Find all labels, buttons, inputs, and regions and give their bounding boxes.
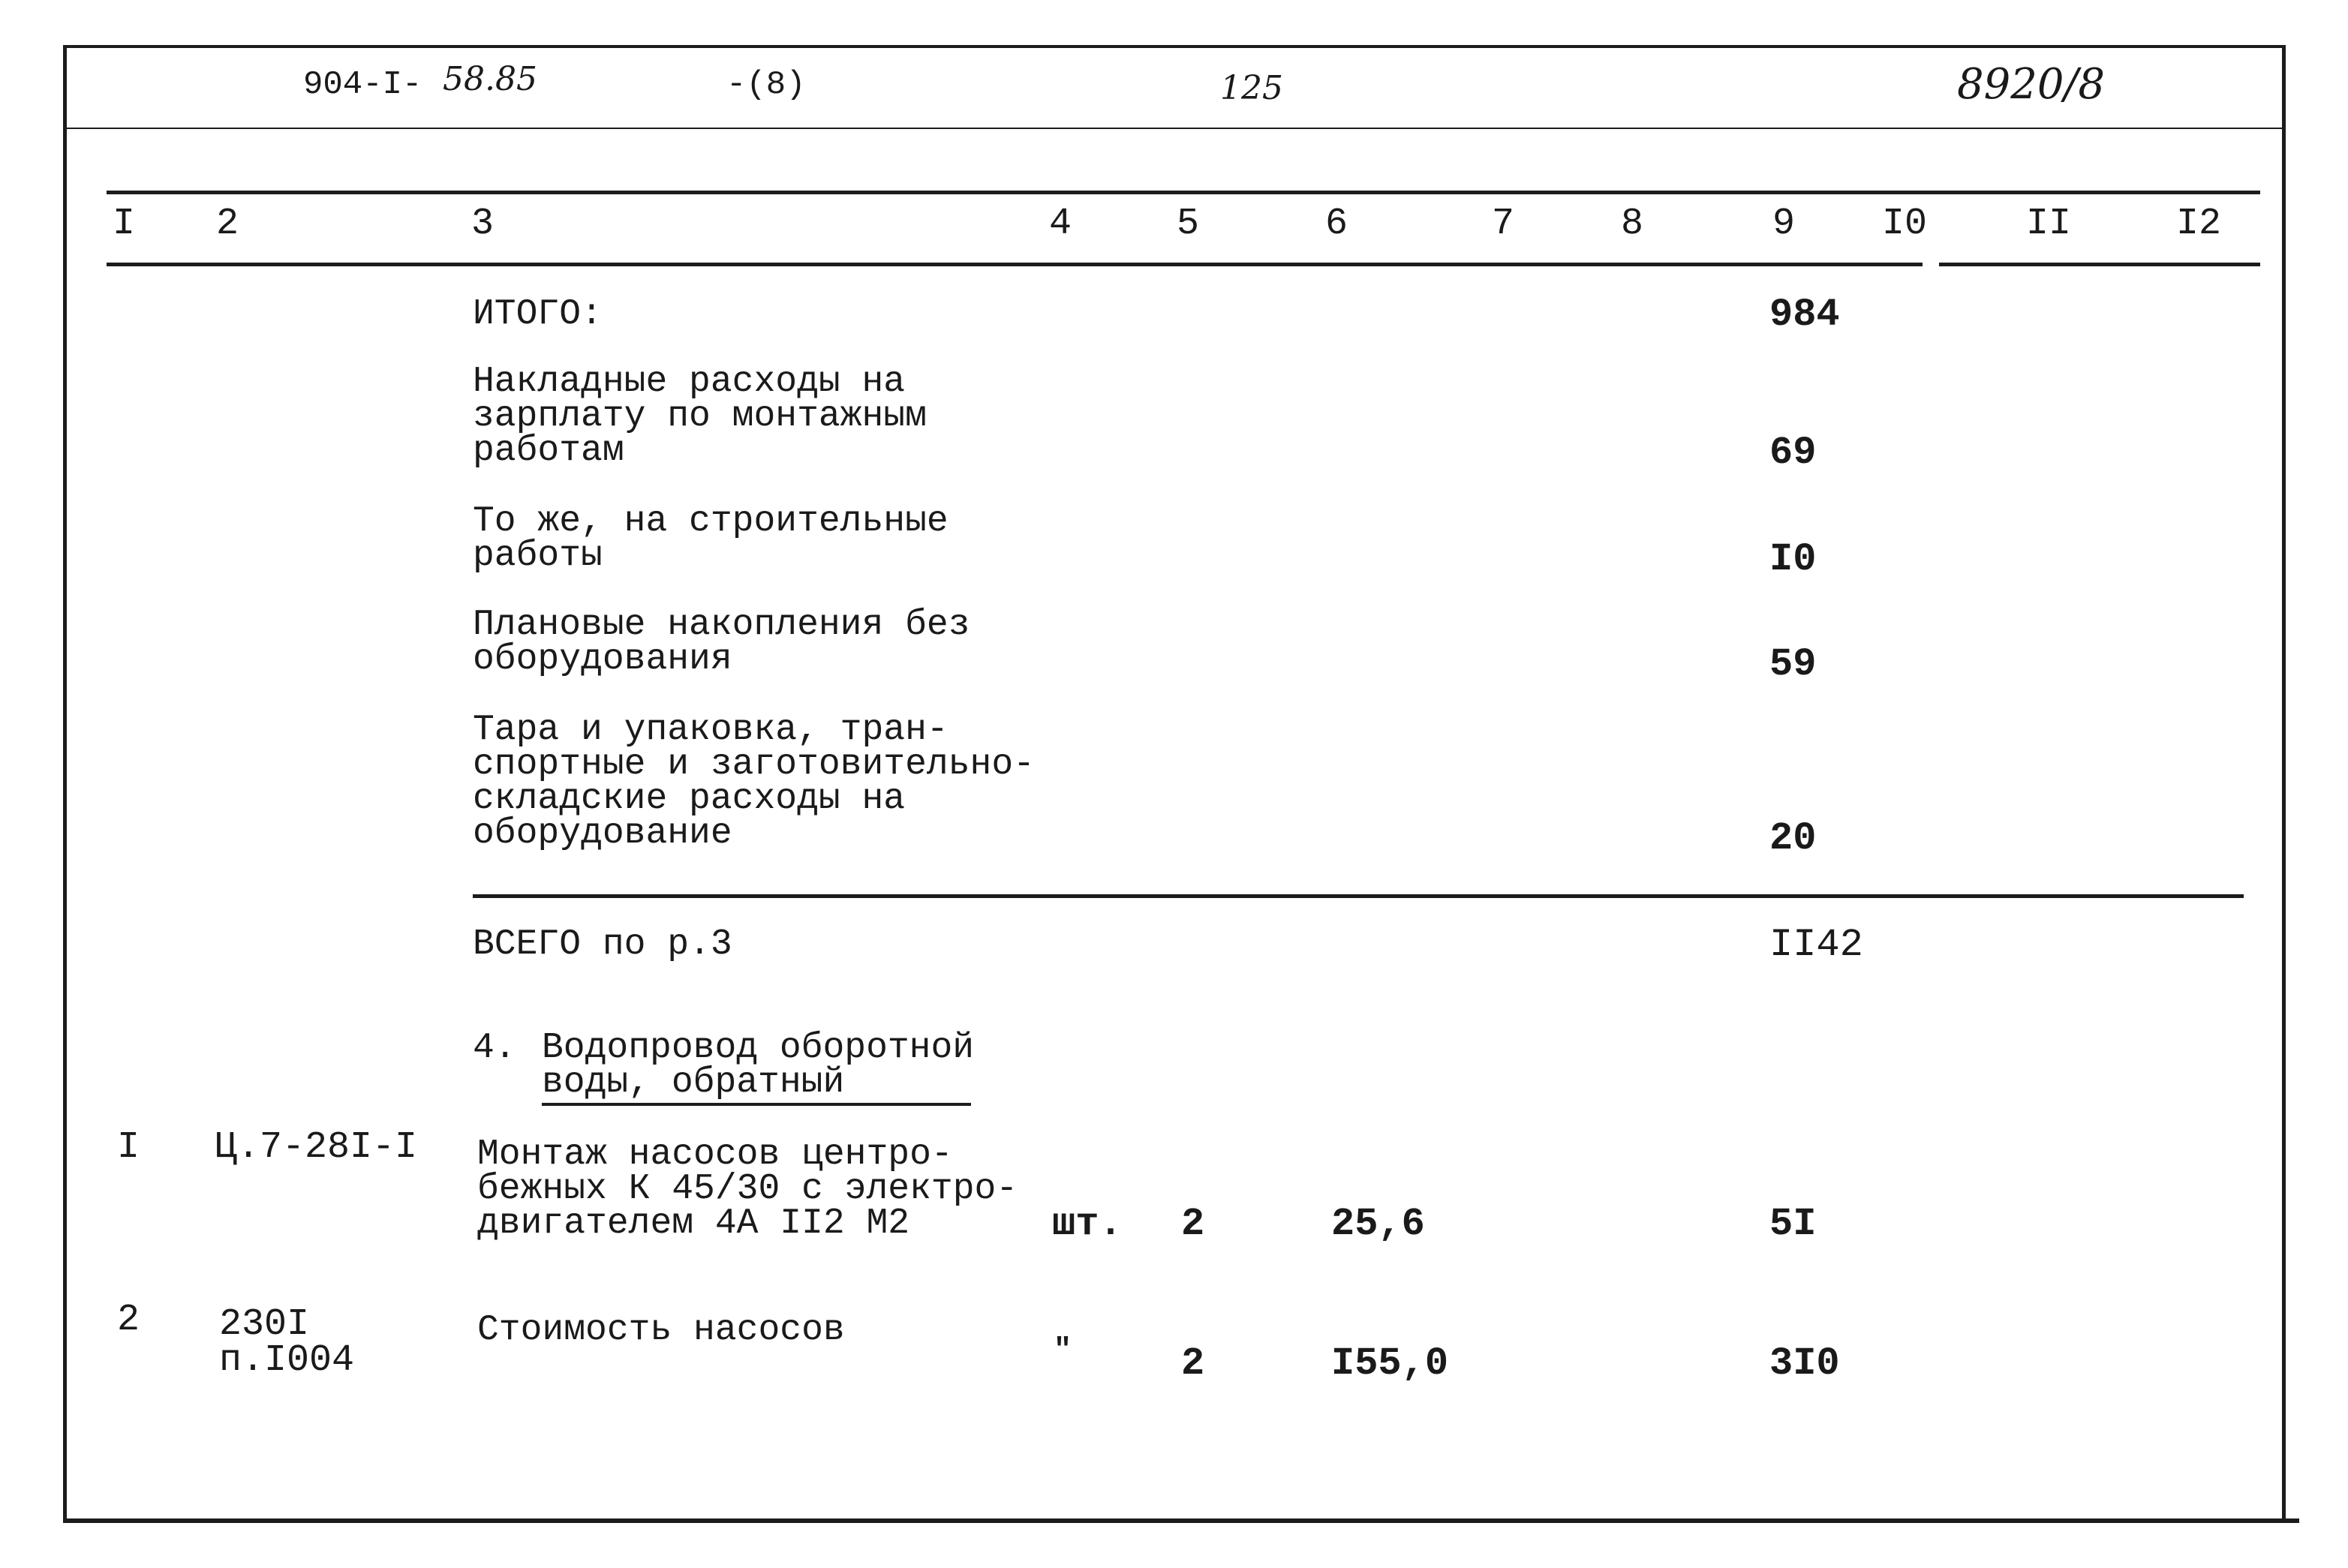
item-total: 3I0 xyxy=(1769,1341,1840,1386)
item-price: 25,6 xyxy=(1331,1202,1425,1246)
summary-total: I0 xyxy=(1769,537,1817,581)
column-header-bottom-line-left xyxy=(107,263,1923,266)
item-quantity: 2 xyxy=(1181,1341,1205,1386)
column-number: 2 xyxy=(216,203,239,245)
archive-number: 8920/8 xyxy=(1957,60,2106,109)
section-number: 4. xyxy=(473,1028,516,1068)
column-number: II xyxy=(2026,203,2072,245)
doc-code-handwritten: 58.85 xyxy=(443,60,537,98)
summary-label: ИТОГО: xyxy=(473,294,603,335)
column-header-bottom-line-right xyxy=(1939,263,2260,266)
summary-label: Плановые накопления без оборудования xyxy=(473,605,970,680)
summary-total: 984 xyxy=(1769,293,1840,337)
item-quantity: 2 xyxy=(1181,1202,1205,1246)
column-number: 7 xyxy=(1492,203,1515,245)
grand-total-label: ВСЕГО по р.3 xyxy=(473,924,732,965)
item-price: I55,0 xyxy=(1331,1341,1449,1386)
section-underline xyxy=(542,1103,971,1106)
grand-total-value: II42 xyxy=(1769,923,1863,967)
column-number: I2 xyxy=(2176,203,2222,245)
header-divider xyxy=(66,128,2284,129)
item-description: Монтаж насосов центро- бежных К 45/30 с электро- двигателем 4А II2 М2 xyxy=(477,1134,1018,1244)
summary-total: 59 xyxy=(1769,642,1817,686)
summary-label: Тара и упаковка, тран- спортные и заготовительно- складские расходы на оборудование xyxy=(473,710,1035,854)
summary-label: То же, на строительные работы xyxy=(473,501,949,576)
summary-label: Накладные расходы на зарплату по монтажным работам xyxy=(473,362,927,471)
item-number: I xyxy=(117,1126,140,1169)
column-number: 6 xyxy=(1325,203,1348,245)
frame-left-border xyxy=(63,45,67,1523)
column-number: 9 xyxy=(1772,203,1796,245)
column-number: 5 xyxy=(1177,203,1200,245)
column-number: 4 xyxy=(1049,203,1072,245)
frame-bottom-border xyxy=(63,1518,2299,1523)
section-title-line2: воды, обратный xyxy=(542,1062,845,1103)
frame-right-border xyxy=(2282,45,2286,1523)
grand-total-divider xyxy=(473,894,2244,898)
page-number: 125 xyxy=(1220,69,1283,107)
column-number: 8 xyxy=(1621,203,1644,245)
item-unit: " xyxy=(1054,1334,1072,1368)
column-number: I xyxy=(113,203,136,245)
column-number: 3 xyxy=(471,203,495,245)
doc-code: 904-I- xyxy=(303,66,422,104)
frame-top-border xyxy=(63,45,2286,48)
section-title-line1: Водопровод оборотной xyxy=(542,1028,975,1068)
item-unit: шт. xyxy=(1052,1202,1123,1246)
item-code: 230I п.I004 xyxy=(219,1303,355,1382)
summary-total: 20 xyxy=(1769,816,1817,861)
summary-total: 69 xyxy=(1769,431,1817,475)
column-number: I0 xyxy=(1882,203,1928,245)
column-header-top-line xyxy=(107,191,2260,194)
doc-part: -(8) xyxy=(726,66,806,104)
item-code: Ц.7-28I-I xyxy=(215,1126,418,1169)
item-description: Стоимость насосов xyxy=(477,1310,845,1350)
item-number: 2 xyxy=(117,1299,140,1341)
item-total: 5I xyxy=(1769,1202,1817,1246)
